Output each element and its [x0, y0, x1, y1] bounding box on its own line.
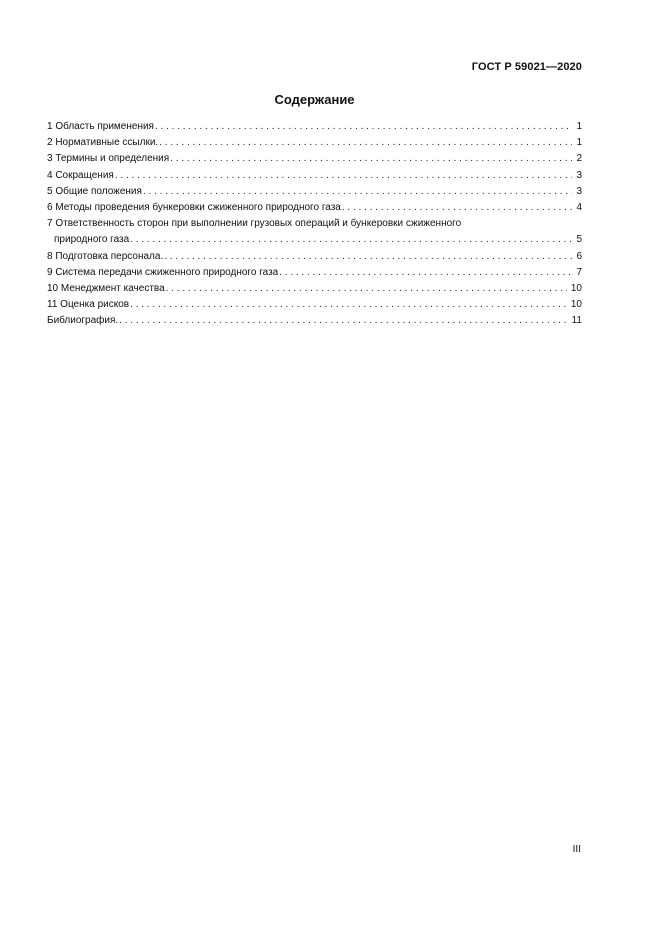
toc-leader-dots	[279, 265, 572, 281]
toc-item[interactable]	[47, 249, 582, 265]
toc-item-page: 5	[576, 234, 582, 246]
toc-item-page: 1	[576, 137, 582, 149]
toc-item-title: Библиография.	[47, 315, 119, 327]
toc-item-title-line1: 7 Ответственность сторон при выполнении грузовых операций и бункеровки сжиженного	[47, 218, 462, 230]
toc-item-title: 11 Оценка рисков	[47, 299, 130, 311]
toc-leader-dots	[164, 249, 572, 265]
toc-item[interactable]	[47, 297, 582, 313]
toc-item-title-line2: природного газа	[54, 234, 130, 246]
table-of-contents	[47, 119, 582, 330]
toc-leader-dots	[159, 135, 572, 151]
toc-item-page: 10	[570, 283, 582, 295]
toc-title: Содержание	[274, 92, 355, 107]
toc-item-page: 4	[576, 202, 582, 214]
toc-item-title: 5 Общие положения	[47, 185, 142, 197]
toc-item-title: 9 Система передачи сжиженного природного газа	[47, 266, 279, 278]
toc-item-title: 4 Сокращения	[47, 169, 114, 181]
toc-item[interactable]	[47, 216, 582, 248]
toc-item-title: 3 Термины и определения	[47, 153, 170, 165]
document-header: ГОСТ Р 59021—2020	[471, 61, 582, 73]
toc-item[interactable]	[47, 168, 582, 184]
toc-item[interactable]	[47, 313, 582, 329]
toc-item[interactable]	[47, 184, 582, 200]
toc-item-page: 7	[576, 266, 582, 278]
toc-item-title: 1 Область применения	[47, 121, 154, 132]
toc-item[interactable]	[47, 119, 582, 135]
toc-leader-dots	[342, 200, 573, 216]
toc-item-page: 3	[576, 169, 582, 181]
toc-leader-dots	[155, 119, 572, 135]
toc-leader-dots	[130, 232, 572, 248]
toc-item[interactable]	[47, 151, 582, 167]
toc-item-page: 6	[576, 250, 582, 262]
toc-leader-dots	[170, 151, 572, 167]
toc-leader-dots	[119, 313, 567, 329]
toc-item-page: 10	[570, 299, 582, 311]
toc-item-title: 8 Подготовка персонала.	[47, 250, 164, 262]
toc-item-title: 10 Менеджмент качества	[47, 283, 165, 295]
toc-leader-dots	[143, 184, 573, 200]
page-number: III	[572, 844, 581, 855]
toc-item[interactable]	[47, 265, 582, 281]
toc-item-title: 2 Нормативные ссылки.	[47, 137, 159, 149]
toc-item-page: 2	[576, 153, 582, 165]
toc-item[interactable]	[47, 200, 582, 216]
toc-item-page: 3	[576, 185, 582, 197]
toc-leader-dots	[130, 297, 567, 313]
toc-leader-dots	[115, 168, 573, 184]
toc-item-page: 11	[571, 315, 582, 327]
toc-item[interactable]	[47, 135, 582, 151]
toc-item-page: 1	[576, 121, 582, 132]
toc-item[interactable]	[47, 281, 582, 297]
toc-leader-dots	[166, 281, 567, 297]
toc-item-title: 6 Методы проведения бункеровки сжиженного природного газа	[47, 202, 341, 214]
